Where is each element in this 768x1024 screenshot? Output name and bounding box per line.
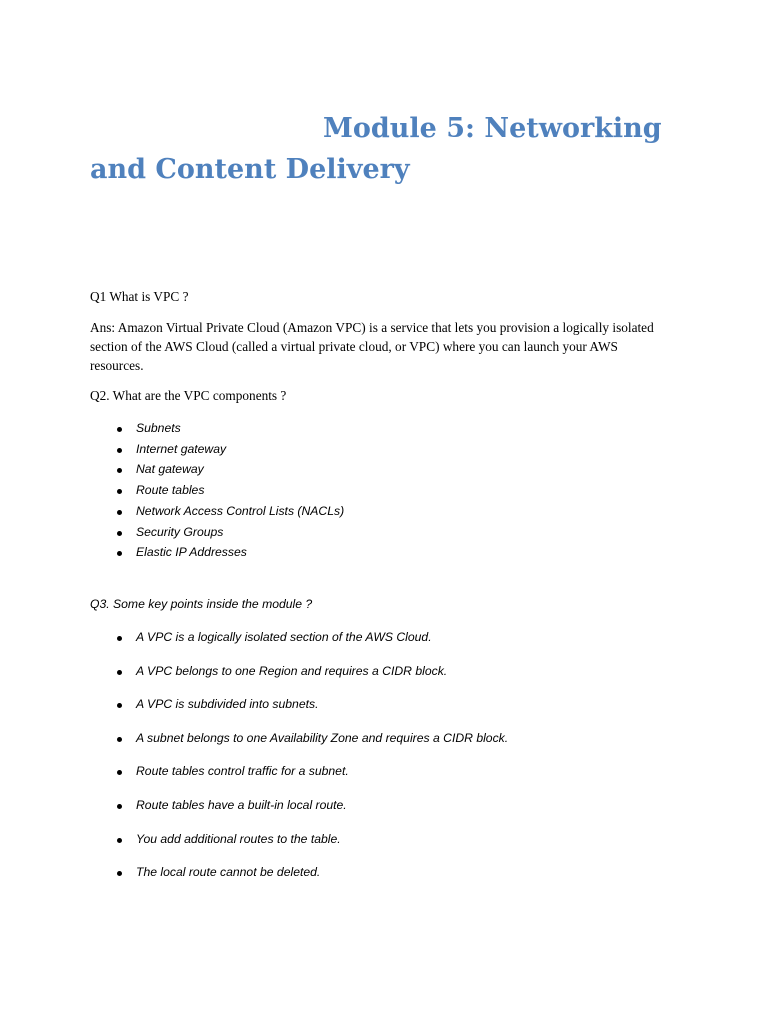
bullet-icon [117, 510, 122, 515]
bullet-icon [117, 531, 122, 536]
title-line-1: Module 5: Networking [323, 113, 662, 144]
list-item-text: Subnets [136, 421, 181, 435]
bullet-icon [117, 551, 122, 556]
list-item-text: Elastic IP Addresses [136, 545, 247, 560]
question-2: Q2. What are the VPC components ? [90, 388, 287, 403]
bullet-icon [117, 468, 122, 473]
question-1: Q1 What is VPC ? [90, 289, 189, 304]
list-item-text: A VPC is subdivided into subnets. [136, 697, 319, 712]
bullet-icon [117, 737, 122, 742]
list-item-text: Security Groups [136, 524, 224, 539]
list-item-text: Route tables control traffic for a subnet. [136, 764, 349, 779]
question-3: Q3. Some key points inside the module ? [90, 597, 313, 611]
module-title [90, 108, 690, 190]
list-item-text: Route tables [136, 483, 205, 498]
bullet-icon [117, 838, 122, 843]
title-line-2: and Content Delivery [90, 154, 410, 185]
bullet-icon [117, 636, 122, 641]
bullet-icon [117, 703, 122, 708]
list-item-text: Network Access Control Lists (NACLs) [136, 503, 345, 518]
list-item-text: Internet gateway [136, 441, 227, 456]
list-item-text: The local route cannot be deleted. [136, 865, 321, 880]
list-item-text: A VPC is a logically isolated section of the AWS Cloud. [136, 630, 432, 644]
bullet-icon [117, 448, 122, 453]
bullet-icon [117, 670, 122, 675]
list-item-text: Route tables have a built-in local route. [136, 798, 347, 812]
bullet-icon [117, 427, 122, 432]
list-item-text: A VPC belongs to one Region and requires a CIDR block. [136, 663, 448, 678]
bullet-icon [117, 770, 122, 775]
bullet-icon [117, 804, 122, 809]
list-item-text: You add additional routes to the table. [136, 831, 341, 846]
bullet-icon [117, 489, 122, 494]
bullet-icon [117, 871, 122, 876]
list-item-text: Nat gateway [136, 462, 204, 477]
list-item-text: A subnet belongs to one Availability Zone and requires a CIDR block. [136, 730, 509, 745]
answer-1: Ans: Amazon Virtual Private Cloud (Amazon VPC) is a service that lets you provision a logically isolated section of the AWS Cloud (called a virtual private cloud, or VPC) where you can launch your AWS resources. [90, 320, 654, 373]
